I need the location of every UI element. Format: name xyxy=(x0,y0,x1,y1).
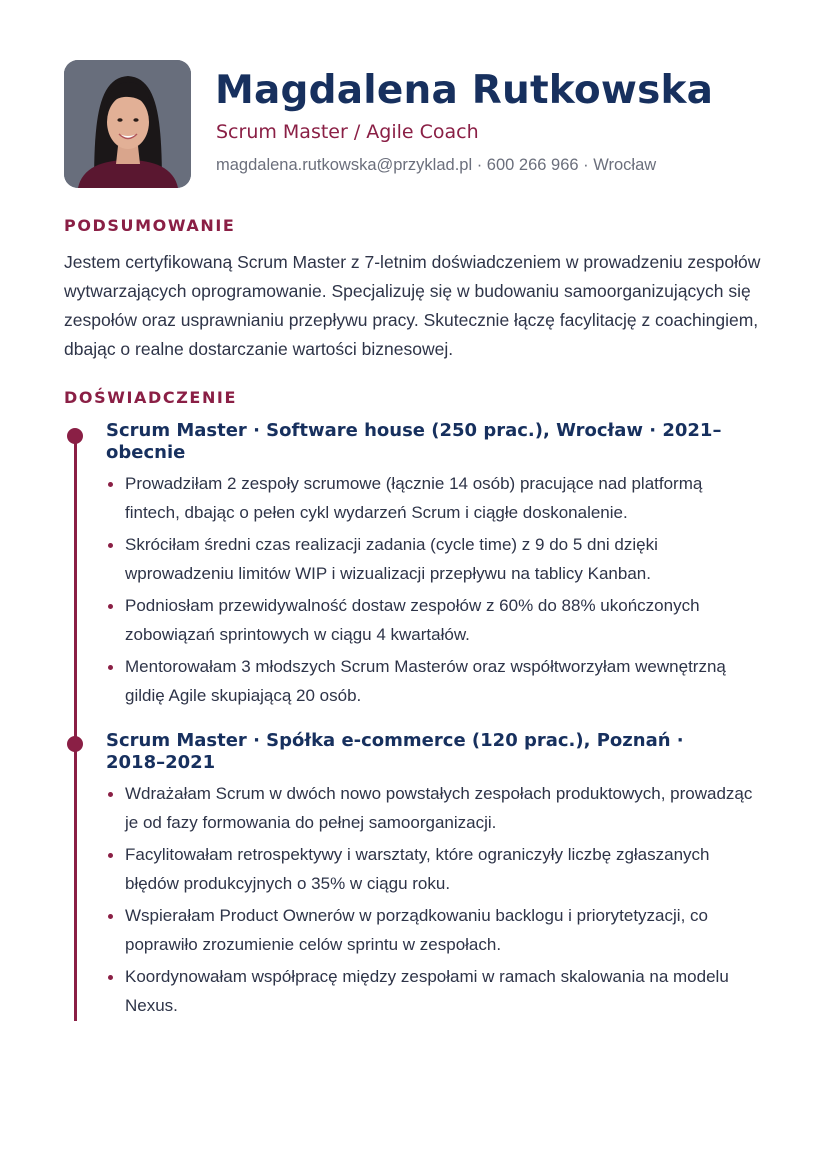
timeline-dot xyxy=(67,736,83,752)
list-item: Koordynowałam współpracę między zespołami w ramach skalowania na modelu Nexus. xyxy=(106,962,756,1020)
list-item: Wspierałam Product Ownerów w porządkowaniu backlogu i priorytetyzacji, co poprawiło zrozumienie celów sprintu w zespołach. xyxy=(106,901,756,959)
section-title-experience: DOŚWIADCZENIE xyxy=(64,388,238,407)
candidate-name: Magdalena Rutkowska xyxy=(215,68,714,113)
job-heading: Scrum Master · Software house (250 prac.), Wrocław · 2021–obecnie xyxy=(106,420,722,463)
timeline-line xyxy=(74,436,77,1021)
job-bullets xyxy=(106,469,756,713)
section-title-summary: PODSUMOWANIE xyxy=(64,216,236,235)
list-item: Mentorowałam 3 młodszych Scrum Masterów oraz współtworzyłam wewnętrzną gildię Agile skupiającą 20 osób. xyxy=(106,652,756,710)
profile-photo xyxy=(64,60,191,188)
list-item: Facylitowałam retrospektywy i warsztaty, które ograniczyły liczbę zgłaszanych błędów produkcyjnych o 35% w ciągu roku. xyxy=(106,840,756,898)
timeline-dot xyxy=(67,428,83,444)
job-heading: Scrum Master · Spółka e-commerce (120 prac.), Poznań · 2018–2021 xyxy=(106,730,684,773)
list-item: Prowadziłam 2 zespoły scrumowe (łącznie 14 osób) pracujące nad platformą fintech, dbając o pełen cykl wydarzeń Scrum i ciągłe doskonalenie. xyxy=(106,469,756,527)
list-item: Podniosłam przewidywalność dostaw zespołów z 60% do 88% ukończonych zobowiązań sprintowych w ciągu 4 kwartałów. xyxy=(106,591,756,649)
list-item: Skróciłam średni czas realizacji zadania (cycle time) z 9 do 5 dni dzięki wprowadzeniu limitów WIP i wizualizacji przepływu na tablicy Kanban. xyxy=(106,530,756,588)
summary-text: Jestem certyfikowaną Scrum Master z 7-letnim doświadczeniem w prowadzeniu zespołów wytwarzających oprogramowanie. Specjalizuję się w budowaniu samoorganizujących się zespołów oraz usprawnianiu przepływu pracy. Skutecznie łączę facylitację z coachingiem, dbając o realne dostarczanie wartości biznesowej. xyxy=(64,252,761,359)
contact-info: magdalena.rutkowska@przyklad.pl · 600 266 966 · Wrocław xyxy=(216,156,657,174)
job-role: Scrum Master / Agile Coach xyxy=(216,121,479,143)
cv-header xyxy=(64,60,764,190)
job-bullets xyxy=(106,779,756,1023)
list-item: Wdrażałam Scrum w dwóch nowo powstałych zespołach produktowych, prowadząc je od fazy formowania do pełnej samoorganizacji. xyxy=(106,779,756,837)
